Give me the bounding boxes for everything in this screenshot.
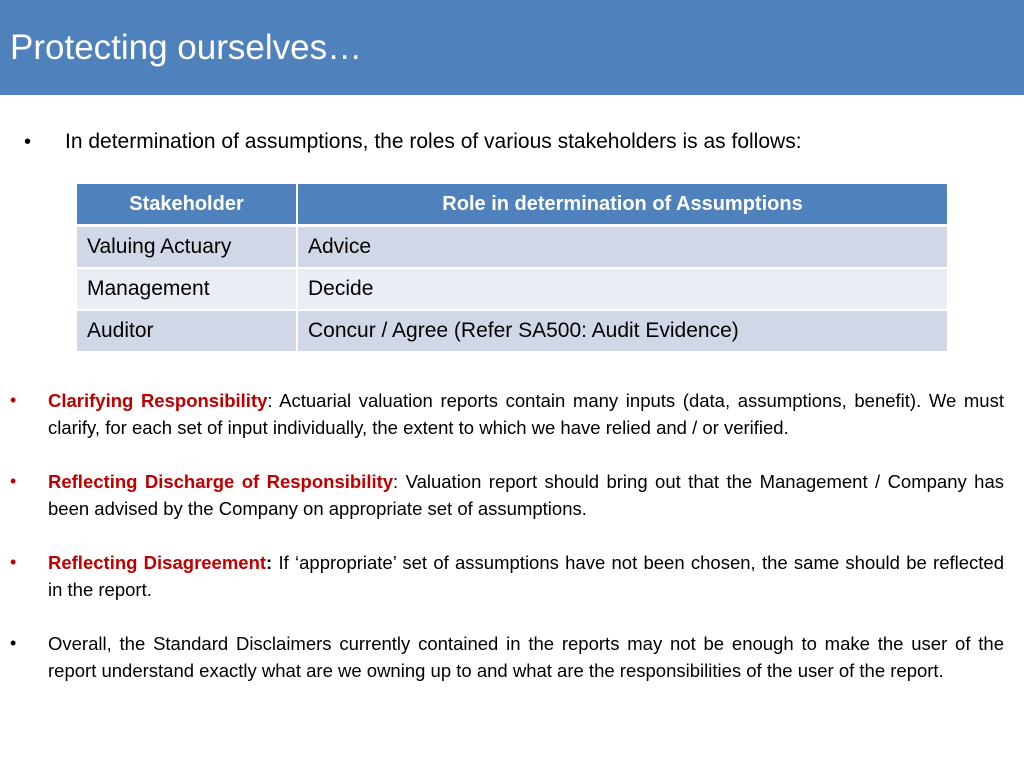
role-cell: Concur / Agree (Refer SA500: Audit Evidence) (298, 311, 947, 353)
role-cell: Decide (298, 269, 947, 311)
bullet: • (10, 390, 17, 410)
bullet: • (24, 131, 32, 153)
stakeholder-table (77, 184, 947, 353)
point-separator: : (267, 390, 273, 411)
slide-title: Protecting ourselves… (10, 28, 363, 67)
point-text: Overall, the Standard Disclaimers currently contained in the reports may not be enough to make the user of the report understand exactly what are we owning up to and what are the responsibilities of the user of the report. (48, 633, 1004, 681)
title-bar (0, 0, 1024, 95)
table-header-row (77, 184, 947, 227)
table-row (77, 227, 947, 269)
point-text: Valuation report should bring out that the Management / Company has been advised by the Company on appropriate set of assumptions. (48, 471, 1004, 519)
point-reflecting-disagreement (10, 549, 1004, 603)
stakeholder-cell: Valuing Actuary (77, 227, 298, 269)
stakeholder-cell: Auditor (77, 311, 298, 353)
intro-text: In determination of assumptions, the roles of various stakeholders is as follows: (65, 130, 802, 153)
point-heading: Reflecting Discharge of Responsibility (48, 471, 394, 492)
column-header-stakeholder: Stakeholder (77, 184, 298, 227)
intro-line (24, 128, 1004, 156)
point-clarifying-responsibility (10, 387, 1004, 441)
bullet: • (10, 633, 17, 653)
point-text: If ‘appropriate’ set of assumptions have not been chosen, the same should be reflected in the report. (48, 552, 1004, 600)
points-list (0, 387, 1024, 711)
point-overall (10, 630, 1004, 684)
stakeholder-cell: Management (77, 269, 298, 311)
role-cell: Advice (298, 227, 947, 269)
point-separator: : (266, 552, 273, 573)
column-header-role: Role in determination of Assumptions (298, 184, 947, 227)
bullet: • (10, 552, 17, 572)
point-text: Actuarial valuation reports contain many inputs (data, assumptions, benefit). We must clarify, for each set of input individually, the extent to which we have relied and / or verified. (48, 390, 1004, 438)
point-heading: Reflecting Disagreement (48, 552, 267, 573)
point-heading: Clarifying Responsibility (48, 390, 268, 411)
table-row (77, 269, 947, 311)
bullet: • (10, 471, 17, 491)
table-row (77, 311, 947, 353)
point-separator: : (393, 471, 399, 492)
point-reflecting-discharge (10, 468, 1004, 522)
